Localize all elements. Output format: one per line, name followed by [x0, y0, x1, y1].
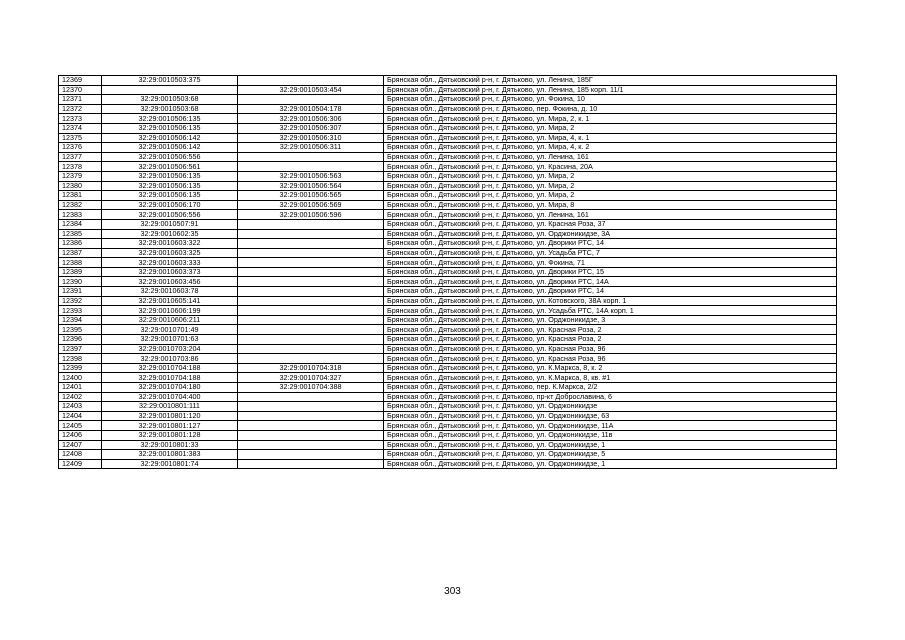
table-row [59, 229, 837, 239]
building-cadastral-number-cell: 32:29:0010506:311 [238, 143, 384, 153]
parcel-cadastral-number-cell: 32:29:0010506:142 [102, 133, 238, 143]
parcel-cadastral-number-cell: 32:29:0010602:35 [102, 229, 238, 239]
table-body [59, 76, 837, 469]
building-cadastral-number-cell [238, 392, 384, 402]
table-row [59, 258, 837, 268]
building-cadastral-number-cell: 32:29:0010503:454 [238, 85, 384, 95]
address-cell: Брянская обл., Дятьковский р-н, г. Дятьково, ул. Красная Роза, 2 [384, 335, 837, 345]
building-cadastral-number-cell [238, 258, 384, 268]
address-cell: Брянская обл., Дятьковский р-н, г. Дятьково, ул. Мира, 8 [384, 200, 837, 210]
building-cadastral-number-cell [238, 459, 384, 469]
parcel-cadastral-number-cell: 32:29:0010506:142 [102, 143, 238, 153]
parcel-cadastral-number-cell: 32:29:0010801:383 [102, 450, 238, 460]
building-cadastral-number-cell [238, 354, 384, 364]
building-cadastral-number-cell: 32:29:0010704:388 [238, 383, 384, 393]
address-cell: Брянская обл., Дятьковский р-н, г. Дятьково, ул. Орджоникидзе [384, 402, 837, 412]
address-cell: Брянская обл., Дятьковский р-н, г. Дятьково, ул. Красная Роза, 37 [384, 219, 837, 229]
table-row [59, 296, 837, 306]
address-cell: Брянская обл., Дятьковский р-н, г. Дятьково, ул. Дворики РТС, 15 [384, 267, 837, 277]
address-cell: Брянская обл., Дятьковский р-н, г. Дятьково, ул. Дворики РТС, 14 [384, 239, 837, 249]
table-row [59, 171, 837, 181]
table-row [59, 114, 837, 124]
table-row [59, 123, 837, 133]
address-cell: Брянская обл., Дятьковский р-н, г. Дятьково, ул. Мира, 2 [384, 171, 837, 181]
parcel-cadastral-number-cell: 32:29:0010801:120 [102, 411, 238, 421]
address-cell: Брянская обл., Дятьковский р-н, г. Дятьково, пр-кт Доброславина, 6 [384, 392, 837, 402]
address-cell: Брянская обл., Дятьковский р-н, г. Дятьково, ул. Орджоникидзе, 1 [384, 440, 837, 450]
parcel-cadastral-number-cell: 32:29:0010801:111 [102, 402, 238, 412]
row-number-cell: 12386 [59, 239, 102, 249]
row-number-cell: 12372 [59, 104, 102, 114]
parcel-cadastral-number-cell: 32:29:0010701:49 [102, 325, 238, 335]
address-cell: Брянская обл., Дятьковский р-н, г. Дятьково, ул. К.Маркса, 8, к. 2 [384, 363, 837, 373]
address-cell: Брянская обл., Дятьковский р-н, г. Дятьково, ул. Орджоникидзе, 5 [384, 450, 837, 460]
row-number-cell: 12407 [59, 440, 102, 450]
address-cell: Брянская обл., Дятьковский р-н, г. Дятьково, ул. Орджоникидзе, 1 [384, 459, 837, 469]
building-cadastral-number-cell [238, 229, 384, 239]
building-cadastral-number-cell: 32:29:0010506:569 [238, 200, 384, 210]
row-number-cell: 12394 [59, 315, 102, 325]
building-cadastral-number-cell [238, 450, 384, 460]
address-cell: Брянская обл., Дятьковский р-н, г. Дятьково, ул. Орджоникидзе, 11А [384, 421, 837, 431]
row-number-cell: 12391 [59, 287, 102, 297]
parcel-cadastral-number-cell: 32:29:0010704:188 [102, 373, 238, 383]
row-number-cell: 12401 [59, 383, 102, 393]
parcel-cadastral-number-cell: 32:29:0010506:135 [102, 171, 238, 181]
address-cell: Брянская обл., Дятьковский р-н, г. Дятьково, ул. Орджоникидзе, 11в [384, 430, 837, 440]
parcel-cadastral-number-cell: 32:29:0010801:127 [102, 421, 238, 431]
address-cell: Брянская обл., Дятьковский р-н, г. Дятьково, пер. К.Маркса, 2/2 [384, 383, 837, 393]
address-cell: Брянская обл., Дятьковский р-н, г. Дятьково, ул. Ленина, 161 [384, 210, 837, 220]
table-row [59, 248, 837, 258]
building-cadastral-number-cell [238, 248, 384, 258]
table-row [59, 402, 837, 412]
row-number-cell: 12385 [59, 229, 102, 239]
cadastral-registry-table [58, 75, 837, 469]
parcel-cadastral-number-cell: 32:29:0010704:400 [102, 392, 238, 402]
address-cell: Брянская обл., Дятьковский р-н, г. Дятьково, ул. Дворики РТС, 14А [384, 277, 837, 287]
table-row [59, 191, 837, 201]
parcel-cadastral-number-cell: 32:29:0010801:33 [102, 440, 238, 450]
row-number-cell: 12371 [59, 95, 102, 105]
parcel-cadastral-number-cell: 32:29:0010801:128 [102, 430, 238, 440]
parcel-cadastral-number-cell: 32:29:0010503:375 [102, 76, 238, 86]
row-number-cell: 12378 [59, 162, 102, 172]
parcel-cadastral-number-cell: 32:29:0010704:180 [102, 383, 238, 393]
row-number-cell: 12397 [59, 344, 102, 354]
building-cadastral-number-cell [238, 239, 384, 249]
building-cadastral-number-cell [238, 440, 384, 450]
table-row [59, 181, 837, 191]
row-number-cell: 12406 [59, 430, 102, 440]
building-cadastral-number-cell [238, 219, 384, 229]
table-row [59, 267, 837, 277]
building-cadastral-number-cell [238, 402, 384, 412]
building-cadastral-number-cell [238, 296, 384, 306]
table-row [59, 354, 837, 364]
parcel-cadastral-number-cell: 32:29:0010606:211 [102, 315, 238, 325]
building-cadastral-number-cell: 32:29:0010504:178 [238, 104, 384, 114]
building-cadastral-number-cell: 32:29:0010704:318 [238, 363, 384, 373]
row-number-cell: 12393 [59, 306, 102, 316]
table-row [59, 210, 837, 220]
row-number-cell: 12390 [59, 277, 102, 287]
row-number-cell: 12409 [59, 459, 102, 469]
building-cadastral-number-cell [238, 306, 384, 316]
table-row [59, 373, 837, 383]
table-row [59, 162, 837, 172]
table-row [59, 219, 837, 229]
table-row [59, 344, 837, 354]
row-number-cell: 12392 [59, 296, 102, 306]
page-number: 303 [444, 586, 461, 597]
building-cadastral-number-cell [238, 287, 384, 297]
table-row [59, 277, 837, 287]
address-cell: Брянская обл., Дятьковский р-н, г. Дятьково, ул. Орджоникидзе, 3 [384, 315, 837, 325]
address-cell: Брянская обл., Дятьковский р-н, г. Дятьково, ул. Фокина, 10 [384, 95, 837, 105]
row-number-cell: 12400 [59, 373, 102, 383]
table-row [59, 335, 837, 345]
building-cadastral-number-cell [238, 95, 384, 105]
building-cadastral-number-cell: 32:29:0010506:564 [238, 181, 384, 191]
table-row [59, 383, 837, 393]
row-number-cell: 12403 [59, 402, 102, 412]
parcel-cadastral-number-cell: 32:29:0010503:68 [102, 104, 238, 114]
parcel-cadastral-number-cell: 32:29:0010701:63 [102, 335, 238, 345]
parcel-cadastral-number-cell: 32:29:0010506:561 [102, 162, 238, 172]
parcel-cadastral-number-cell: 32:29:0010503:68 [102, 95, 238, 105]
table-row [59, 143, 837, 153]
parcel-cadastral-number-cell: 32:29:0010507:91 [102, 219, 238, 229]
address-cell: Брянская обл., Дятьковский р-н, г. Дятьково, ул. Котовского, 38А корп. 1 [384, 296, 837, 306]
row-number-cell: 12404 [59, 411, 102, 421]
parcel-cadastral-number-cell: 32:29:0010506:135 [102, 181, 238, 191]
parcel-cadastral-number-cell: 32:29:0010603:322 [102, 239, 238, 249]
building-cadastral-number-cell [238, 315, 384, 325]
building-cadastral-number-cell: 32:29:0010506:596 [238, 210, 384, 220]
parcel-cadastral-number-cell: 32:29:0010506:135 [102, 123, 238, 133]
table-row [59, 287, 837, 297]
building-cadastral-number-cell [238, 76, 384, 86]
parcel-cadastral-number-cell: 32:29:0010605:141 [102, 296, 238, 306]
address-cell: Брянская обл., Дятьковский р-н, г. Дятьково, ул. Мира, 2 [384, 181, 837, 191]
address-cell: Брянская обл., Дятьковский р-н, г. Дятьково, ул. Усадьба РТС, 7 [384, 248, 837, 258]
row-number-cell: 12399 [59, 363, 102, 373]
address-cell: Брянская обл., Дятьковский р-н, г. Дятьково, ул. Красная Роза, 96 [384, 354, 837, 364]
parcel-cadastral-number-cell: 32:29:0010506:135 [102, 114, 238, 124]
building-cadastral-number-cell: 32:29:0010704:327 [238, 373, 384, 383]
address-cell: Брянская обл., Дятьковский р-н, г. Дятьково, ул. Фокина, 71 [384, 258, 837, 268]
row-number-cell: 12389 [59, 267, 102, 277]
row-number-cell: 12405 [59, 421, 102, 431]
parcel-cadastral-number-cell: 32:29:0010506:556 [102, 152, 238, 162]
building-cadastral-number-cell [238, 162, 384, 172]
parcel-cadastral-number-cell: 32:29:0010506:556 [102, 210, 238, 220]
address-cell: Брянская обл., Дятьковский р-н, г. Дятьково, ул. Мира, 2 [384, 191, 837, 201]
address-cell: Брянская обл., Дятьковский р-н, г. Дятьково, ул. Орджоникидзе, 3А [384, 229, 837, 239]
row-number-cell: 12382 [59, 200, 102, 210]
row-number-cell: 12408 [59, 450, 102, 460]
building-cadastral-number-cell: 32:29:0010506:306 [238, 114, 384, 124]
building-cadastral-number-cell: 32:29:0010506:310 [238, 133, 384, 143]
parcel-cadastral-number-cell: 32:29:0010703:86 [102, 354, 238, 364]
parcel-cadastral-number-cell: 32:29:0010606:199 [102, 306, 238, 316]
building-cadastral-number-cell [238, 277, 384, 287]
parcel-cadastral-number-cell: 32:29:0010603:333 [102, 258, 238, 268]
row-number-cell: 12377 [59, 152, 102, 162]
row-number-cell: 12369 [59, 76, 102, 86]
table-row [59, 363, 837, 373]
table-row [59, 95, 837, 105]
address-cell: Брянская обл., Дятьковский р-н, г. Дятьково, ул. Мира, 4, к. 1 [384, 133, 837, 143]
table-row [59, 104, 837, 114]
building-cadastral-number-cell [238, 430, 384, 440]
row-number-cell: 12384 [59, 219, 102, 229]
parcel-cadastral-number-cell: 32:29:0010603:373 [102, 267, 238, 277]
parcel-cadastral-number-cell: 32:29:0010603:78 [102, 287, 238, 297]
row-number-cell: 12370 [59, 85, 102, 95]
building-cadastral-number-cell: 32:29:0010506:307 [238, 123, 384, 133]
parcel-cadastral-number-cell: 32:29:0010603:325 [102, 248, 238, 258]
table-row [59, 200, 837, 210]
table-row [59, 315, 837, 325]
address-cell: Брянская обл., Дятьковский р-н, г. Дятьково, ул. Мира, 2, к. 1 [384, 114, 837, 124]
table-row [59, 440, 837, 450]
row-number-cell: 12379 [59, 171, 102, 181]
building-cadastral-number-cell: 32:29:0010506:563 [238, 171, 384, 181]
table-row [59, 133, 837, 143]
address-cell: Брянская обл., Дятьковский р-н, г. Дятьково, ул. Красная Роза, 2 [384, 325, 837, 335]
parcel-cadastral-number-cell: 32:29:0010801:74 [102, 459, 238, 469]
address-cell: Брянская обл., Дятьковский р-н, г. Дятьково, ул. К.Маркса, 8, кв. #1 [384, 373, 837, 383]
row-number-cell: 12395 [59, 325, 102, 335]
parcel-cadastral-number-cell [102, 85, 238, 95]
building-cadastral-number-cell: 32:29:0010506:565 [238, 191, 384, 201]
building-cadastral-number-cell [238, 267, 384, 277]
address-cell: Брянская обл., Дятьковский р-н, г. Дятьково, ул. Усадьба РТС, 14А корп. 1 [384, 306, 837, 316]
table-row [59, 152, 837, 162]
table-row [59, 306, 837, 316]
table-row [59, 85, 837, 95]
table-row [59, 450, 837, 460]
row-number-cell: 12380 [59, 181, 102, 191]
parcel-cadastral-number-cell: 32:29:0010506:135 [102, 191, 238, 201]
building-cadastral-number-cell [238, 325, 384, 335]
parcel-cadastral-number-cell: 32:29:0010703:204 [102, 344, 238, 354]
row-number-cell: 12381 [59, 191, 102, 201]
address-cell: Брянская обл., Дятьковский р-н, г. Дятьково, ул. Дворики РТС, 14 [384, 287, 837, 297]
building-cadastral-number-cell [238, 344, 384, 354]
table-row [59, 459, 837, 469]
address-cell: Брянская обл., Дятьковский р-н, г. Дятьково, ул. Красная Роза, 96 [384, 344, 837, 354]
table-row [59, 76, 837, 86]
building-cadastral-number-cell [238, 421, 384, 431]
row-number-cell: 12376 [59, 143, 102, 153]
table-row [59, 430, 837, 440]
table-row [59, 392, 837, 402]
table-row [59, 411, 837, 421]
parcel-cadastral-number-cell: 32:29:0010506:170 [102, 200, 238, 210]
table-row [59, 421, 837, 431]
address-cell: Брянская обл., Дятьковский р-н, г. Дятьково, ул. Орджоникидзе, 63 [384, 411, 837, 421]
parcel-cadastral-number-cell: 32:29:0010603:456 [102, 277, 238, 287]
address-cell: Брянская обл., Дятьковский р-н, г. Дятьково, ул. Мира, 4, к. 2 [384, 143, 837, 153]
table-row [59, 325, 837, 335]
row-number-cell: 12387 [59, 248, 102, 258]
table-row [59, 239, 837, 249]
building-cadastral-number-cell [238, 335, 384, 345]
row-number-cell: 12396 [59, 335, 102, 345]
address-cell: Брянская обл., Дятьковский р-н, г. Дятьково, пер. Фокина, д. 10 [384, 104, 837, 114]
address-cell: Брянская обл., Дятьковский р-н, г. Дятьково, ул. Мира, 2 [384, 123, 837, 133]
address-cell: Брянская обл., Дятьковский р-н, г. Дятьково, ул. Ленина, 185Г [384, 76, 837, 86]
row-number-cell: 12373 [59, 114, 102, 124]
address-cell: Брянская обл., Дятьковский р-н, г. Дятьково, ул. Красина, 20А [384, 162, 837, 172]
parcel-cadastral-number-cell: 32:29:0010704:188 [102, 363, 238, 373]
address-cell: Брянская обл., Дятьковский р-н, г. Дятьково, ул. Ленина, 185 корп. 11/1 [384, 85, 837, 95]
row-number-cell: 12398 [59, 354, 102, 364]
building-cadastral-number-cell [238, 152, 384, 162]
address-cell: Брянская обл., Дятьковский р-н, г. Дятьково, ул. Ленина, 161 [384, 152, 837, 162]
row-number-cell: 12383 [59, 210, 102, 220]
row-number-cell: 12374 [59, 123, 102, 133]
row-number-cell: 12388 [59, 258, 102, 268]
row-number-cell: 12375 [59, 133, 102, 143]
building-cadastral-number-cell [238, 411, 384, 421]
row-number-cell: 12402 [59, 392, 102, 402]
